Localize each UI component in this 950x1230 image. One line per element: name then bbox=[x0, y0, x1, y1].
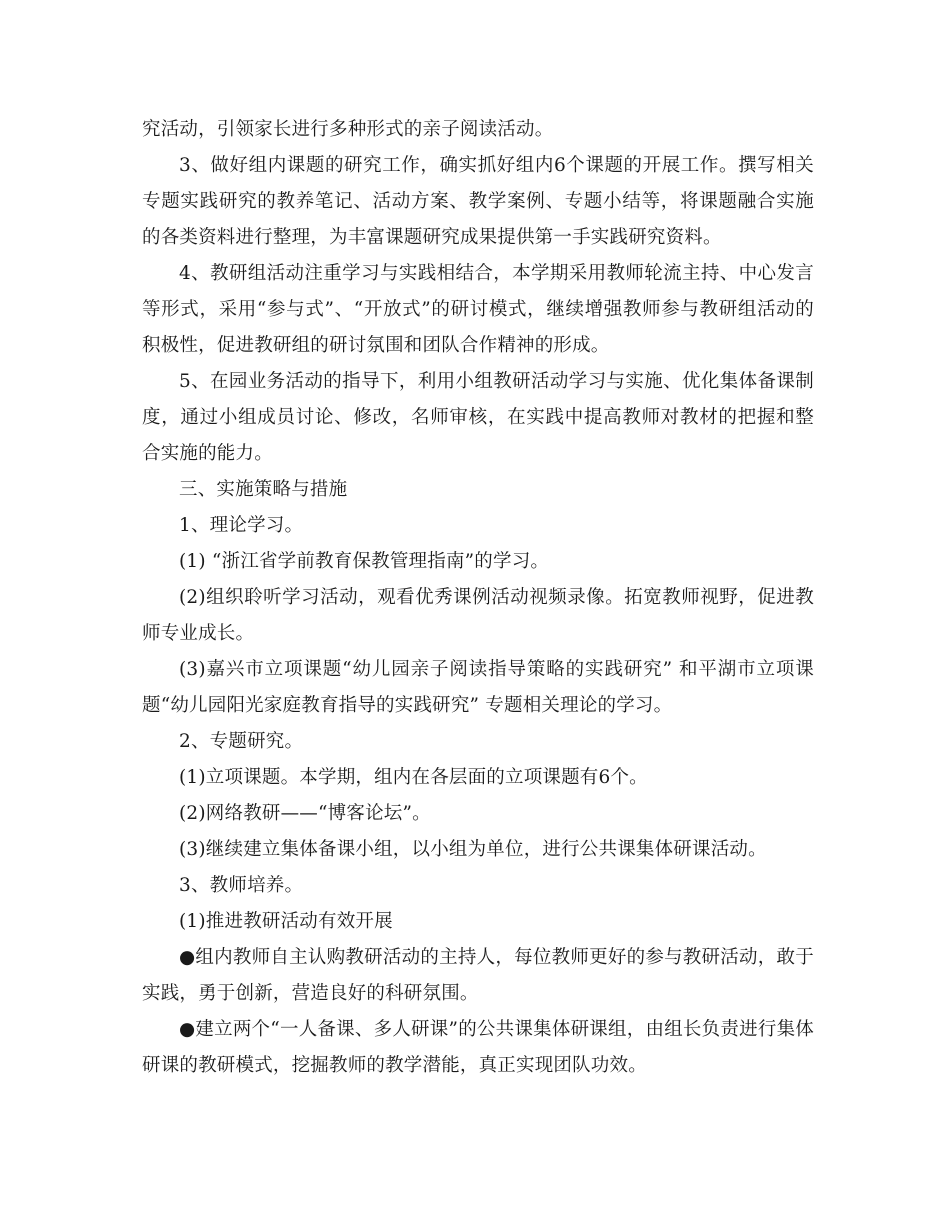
paragraph-item-4: 4、教研组活动注重学习与实践相结合，本学期采用教师轮流主持、中心发言等形式，采用“参与式”、“开放式”的研讨模式，继续增强教师参与教研组活动的积极性，促进教研组的研讨氛围和团队合作精神的形成。 bbox=[142, 263, 814, 356]
subheading-special-research: 2、专题研究。 bbox=[179, 731, 304, 752]
list-item-theory-1: (1) “浙江省学前教育保教管理指南”的学习。 bbox=[179, 551, 550, 572]
bullet-item-1: ●组内教师自主认购教研活动的主持人，每位教师更好的参与教研活动，敢于实践，勇于创新，营造良好的科研氛围。 bbox=[142, 947, 814, 1004]
list-item-theory-2: (2)组织聆听学习活动，观看优秀课例活动视频录像。拓宽教师视野，促进教师专业成长。 bbox=[142, 587, 814, 644]
paragraph-item-3: 3、做好组内课题的研究工作，确实抓好组内6个课题的开展工作。撰写相关专题实践研究的教养笔记、活动方案、教学案例、专题小结等，将课题融合实施的各类资料进行整理，为丰富课题研究成果提供第一手实践研究资料。 bbox=[142, 155, 814, 248]
list-item-theory-3: (3)嘉兴市立项课题“幼儿园亲子阅读指导策略的实践研究” 和平湖市立项课题“幼儿园阳光家庭教育指导的实践研究” 专题相关理论的学习。 bbox=[142, 659, 814, 716]
list-item-research-1: (1)立项课题。本学期，组内在各层面的立项课题有6个。 bbox=[179, 767, 648, 788]
list-item-research-2: (2)网络教研——“博客论坛”。 bbox=[179, 803, 431, 824]
subheading-theory-study: 1、理论学习。 bbox=[179, 515, 304, 536]
list-item-training-1: (1)推进教研活动有效开展 bbox=[179, 911, 393, 932]
bullet-item-2: ●建立两个“一人备课、多人研课”的公共课集体研课组，由组长负责进行集体研课的教研模式，挖掘教师的教学潜能，真正实现团队功效。 bbox=[142, 1019, 814, 1076]
section-heading-strategies: 三、实施策略与措施 bbox=[179, 479, 348, 500]
subheading-teacher-training: 3、教师培养。 bbox=[179, 875, 304, 896]
paragraph-continuation: 究活动，引领家长进行多种形式的亲子阅读活动。 bbox=[142, 119, 554, 140]
list-item-research-3: (3)继续建立集体备课小组，以小组为单位，进行公共课集体研课活动。 bbox=[179, 839, 767, 860]
paragraph-item-5: 5、在园业务活动的指导下，利用小组教研活动学习与实施、优化集体备课制度，通过小组成员讨论、修改，名师审核，在实践中提高教师对教材的把握和整合实施的能力。 bbox=[142, 371, 814, 464]
document-body bbox=[142, 112, 814, 1084]
